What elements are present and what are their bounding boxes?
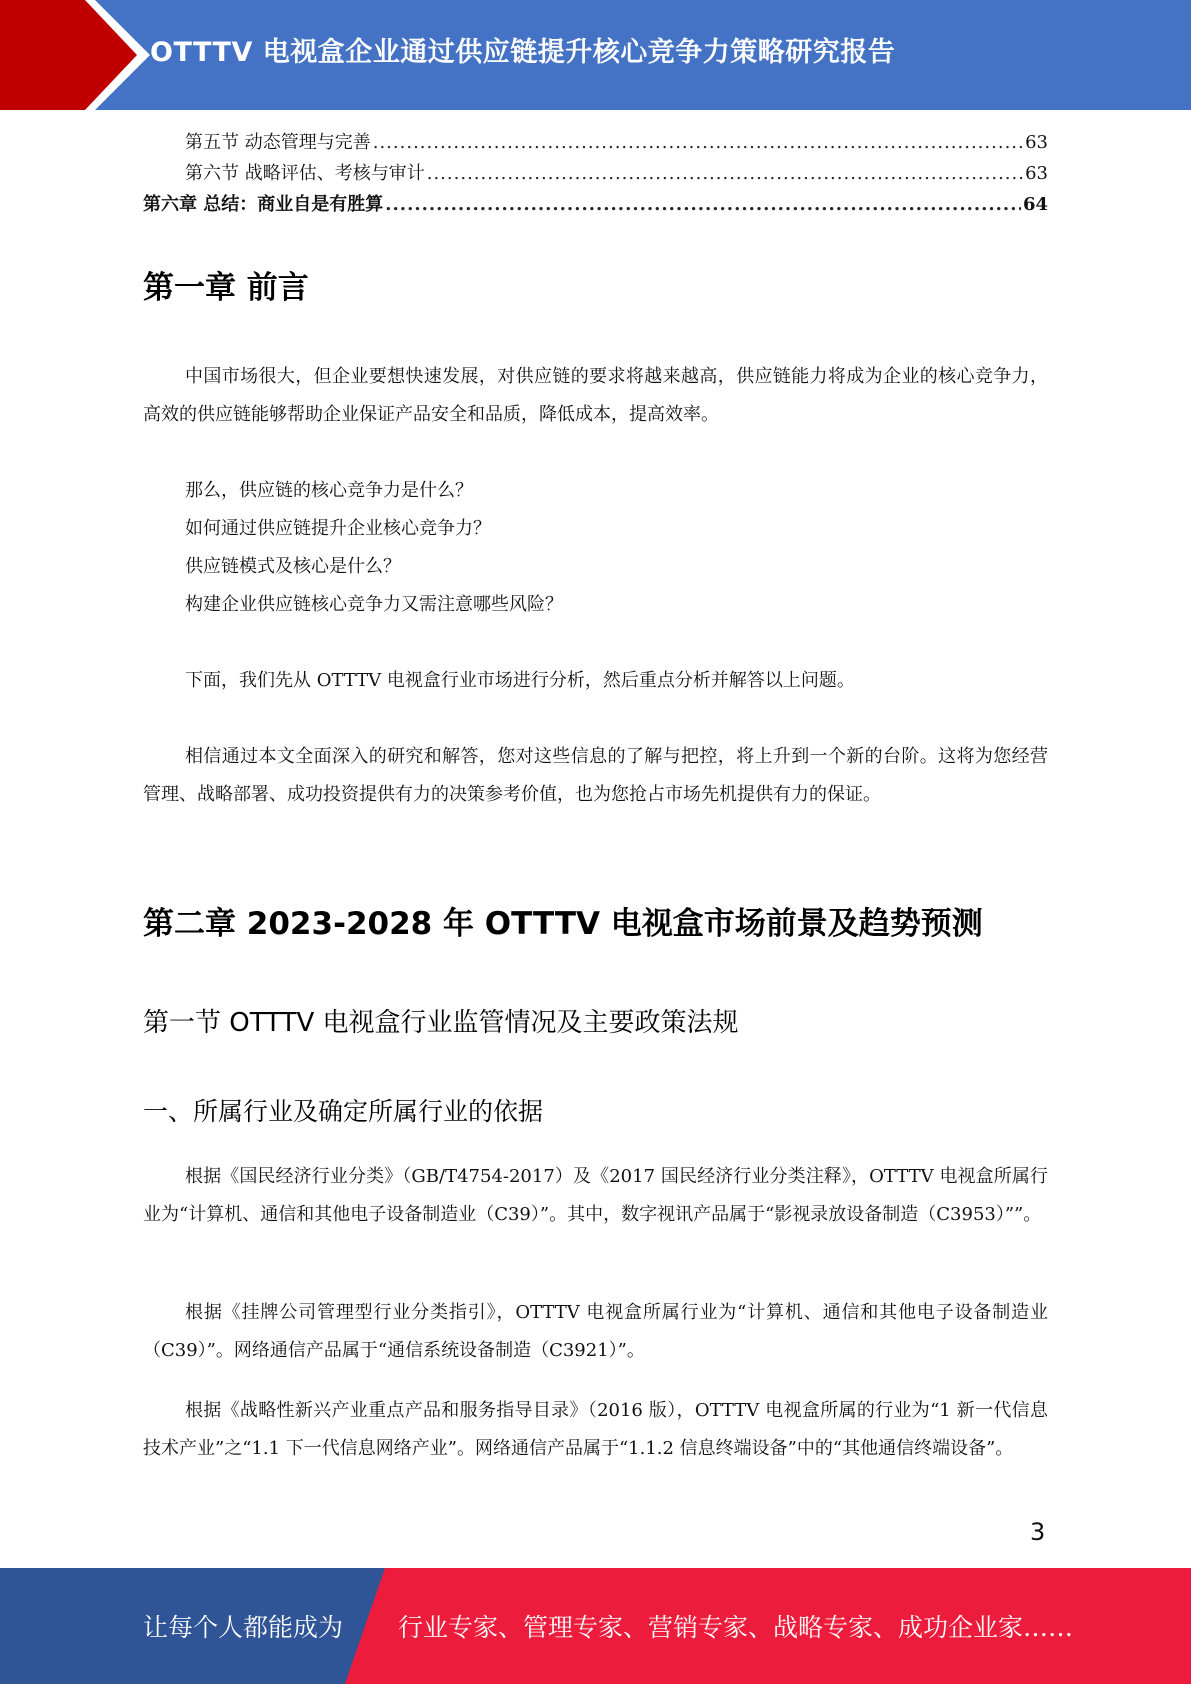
subsection-1-title: 一、所属行业及确定所属行业的依据 bbox=[143, 1097, 544, 1126]
toc-leader-dots bbox=[373, 132, 1023, 153]
chapter-1-paragraph-2: 下面，我们先从 OTTTV 电视盒行业市场进行分析，然后重点分析并解答以上问题。 bbox=[185, 670, 855, 691]
page-header bbox=[0, 0, 1191, 110]
question-item: 如何通过供应链提升企业核心竞争力？ bbox=[185, 518, 491, 539]
report-title: OTTTV 电视盒企业通过供应链提升核心竞争力策略研究报告 bbox=[150, 37, 896, 68]
footer-slogan-right: 行业专家、管理专家、营销专家、战略专家、成功企业家…… bbox=[398, 1613, 1074, 1642]
page-number: 3 bbox=[1030, 1518, 1046, 1546]
toc-entry-page: 64 bbox=[1022, 194, 1048, 215]
chapter-2-paragraph-3: 根据《战略性新兴产业重点产品和服务指导目录》（2016 版），OTTTV 电视盒所属的行业为“1 新一代信息技术产业”之“1.1 下一代信息网络产业”。网络通信产品属于“1.1.2 信息终端设备”中的“其他通信终端设备”。 bbox=[143, 1400, 1048, 1459]
toc-entry[interactable] bbox=[143, 128, 1048, 159]
question-item: 构建企业供应链核心竞争力又需注意哪些风险？ bbox=[185, 594, 563, 615]
section-1-title: 第一节 OTTTV 电视盒行业监管情况及主要政策法规 bbox=[143, 1008, 739, 1038]
page-footer bbox=[0, 1568, 1191, 1684]
chapter-1-title: 第一章 前言 bbox=[143, 270, 309, 306]
toc-entry-page: 63 bbox=[1025, 132, 1048, 153]
toc-entry-label: 第六章 总结：商业自是有胜算 bbox=[143, 194, 384, 215]
toc-entry-label: 第五节 动态管理与完善 bbox=[185, 132, 371, 153]
header-chevron-decoration bbox=[0, 0, 160, 110]
chapter-1-paragraph-1: 中国市场很大，但企业要想快速发展，对供应链的要求将越来越高，供应链能力将成为企业的核心竞争力，高效的供应链能够帮助企业保证产品安全和品质，降低成本，提高效率。 bbox=[143, 366, 1048, 425]
question-item: 供应链模式及核心是什么？ bbox=[185, 556, 401, 577]
toc-leader-dots bbox=[427, 163, 1023, 184]
table-of-contents bbox=[143, 128, 1048, 221]
toc-entry[interactable] bbox=[143, 159, 1048, 190]
toc-entry-page: 63 bbox=[1025, 163, 1048, 184]
toc-entry-label: 第六节 战略评估、考核与审计 bbox=[185, 163, 425, 184]
question-list bbox=[185, 472, 563, 624]
chapter-2-title: 第二章 2023-2028 年 OTTTV 电视盒市场前景及趋势预测 bbox=[143, 906, 983, 942]
footer-slogan-left: 让每个人都能成为 bbox=[143, 1613, 344, 1642]
toc-leader-dots bbox=[385, 194, 1021, 215]
chapter-1-paragraph-3: 相信通过本文全面深入的研究和解答，您对这些信息的了解与把控，将上升到一个新的台阶。这将为您经营管理、战略部署、成功投资提供有力的决策参考价值，也为您抢占市场先机提供有力的保证。 bbox=[143, 746, 1048, 805]
chapter-2-paragraph-2: 根据《挂牌公司管理型行业分类指引》，OTTTV 电视盒所属行业为“计算机、通信和其他电子设备制造业（C39）”。网络通信产品属于“通信系统设备制造（C3921）”。 bbox=[143, 1302, 1048, 1361]
toc-entry[interactable] bbox=[143, 190, 1048, 221]
question-item: 那么，供应链的核心竞争力是什么？ bbox=[185, 480, 473, 501]
chapter-2-paragraph-1: 根据《国民经济行业分类》（GB/T4754-2017）及《2017 国民经济行业分类注释》，OTTTV 电视盒所属行业为“计算机、通信和其他电子设备制造业（C39）”。其中，数字视讯产品属于“影视录放设备制造（C3953）””。 bbox=[143, 1166, 1048, 1225]
